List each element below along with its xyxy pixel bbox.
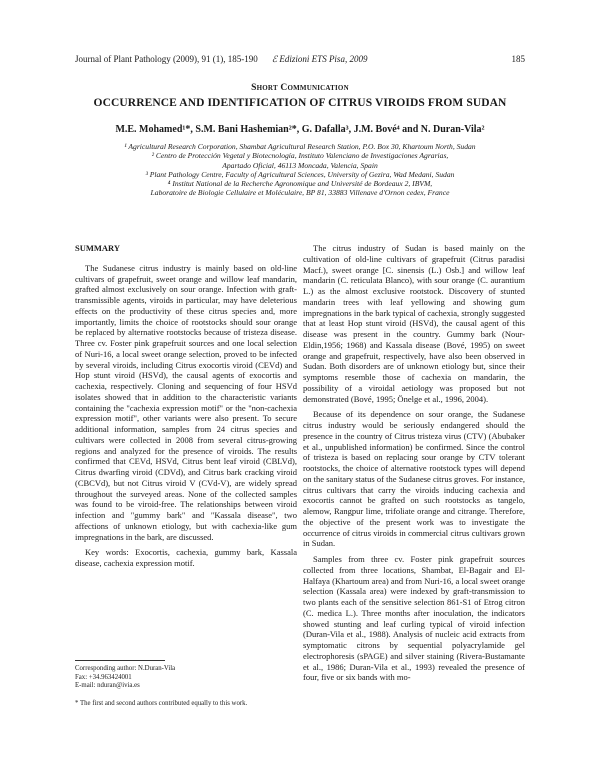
running-head-left bbox=[75, 54, 367, 65]
email: E-mail: nduran@ivia.es bbox=[75, 682, 140, 690]
page-number: 185 bbox=[511, 54, 525, 64]
footnote-rule bbox=[75, 660, 165, 661]
body-paragraph: The citrus industry of Sudan is based mainly on the cultivation of old-line cultivars of grapefruit (Citrus paradisi Macf.), sweet orange [C. sinensis (L.) Osb.] and willow leaf mandarin (C. reticulata Blanco), with sour orange (C. aurantium L.) as the almost exclusive rootstock. Discovery of stunted mandarin trees with leaf yellowing and showing gum impregnations in the bark typical of cachexia, strongly suggested that at least Hop stunt viroid (HSVd), the causal agent of this disease was present in the country. Gummy bark (Nour-Eldin,1956; 1968) and Kassala disease (Bové, 1995) on sweet orange and grapefruit, respectively, have also been observed in Sudan. Both disorders are of unknown etiology but, since their symptoms resemble those of cachexia on mandarin, the possibility of a viroidal aetiology was proposed but not demonstrated (Bové, 1995; Önelge et al., 1996, 2004). bbox=[303, 243, 525, 404]
equal-contribution-note: * The first and second authors contributed equally to this work. bbox=[75, 699, 248, 707]
left-column bbox=[75, 243, 297, 574]
section-label: Short Communication bbox=[251, 83, 349, 93]
journal-citation: Journal of Plant Pathology (2009), 91 (1), 185-190 bbox=[75, 54, 258, 64]
footnotes bbox=[75, 660, 297, 708]
affiliation-line: ³ Plant Pathology Centre, Faculty of Agricultural Sciences, University of Gezira, Wad Medani, Sudan bbox=[145, 169, 455, 179]
affiliation-line: Laboratoire de Biologie Cellulaire et Moléculaire, BP 81, 33883 Villenave d'Ornon cedex, France bbox=[150, 188, 450, 198]
keywords: Key words: Exocortis, cachexia, gummy bark, Kassala disease, cachexia expression motif. bbox=[75, 547, 297, 568]
affiliation-line: Apartado Oficial, 46113 Moncada, Valencia, Spain bbox=[222, 160, 378, 170]
article-title: OCCURRENCE AND IDENTIFICATION OF CITRUS VIROIDS FROM SUDAN bbox=[93, 97, 507, 109]
body-paragraph: Samples from three cv. Foster pink grapefruit sources collected from three locations, Shambat, El-Bagair and El-Halfaya (Khartoum area) and from Nuri-16, a local sweet orange selection (Kassala area) were indexed by graft-transmission to two plants each of the sensitive selection 861-S1 of Etrog citron (C. medica L.). Three months after inoculation, the indicators showed stunting and leaf curling typical of viroid infection (Duran-Vila et al., 1988). Analysis of nucleic acid extracts from symptomatic citrons by sequential polyacrylamide gel electrophoresis (sPAGE) and silver staining (Rivera-Bustamante et al., 1986; Duran-Vila et al., 1993) revealed the presence of four, five or six bands with mo- bbox=[303, 554, 525, 683]
affiliation-line: ⁴ Institut National de la Recherche Agronomique and Université de Bordeaux 2, IBVM, bbox=[167, 179, 433, 189]
summary-paragraph: The Sudanese citrus industry is mainly based on old-line cultivars of grapefruit, sweet orange and willow leaf mandarin, grafted almost exclusively on sour orange. Infection with graft-transmissible agents, viroids in particular, may have deleterious effects on the productivity of these citrus species and, more importantly, limits the choice of rootstocks should sour orange be replaced by alternative rootstocks because of tristeza disease. Three cv. Foster pink grapefruit sources and one local selection of Nuri-16, a local sweet orange selection, proved to be infected by several viroids, including Citrus exocortis viroid (CEVd) and Hop stunt viroid (HSVd), the causal agents of exocortis and cachexia, respectively. Cloning and sequencing of four HSVd isolates showed that in addition to the characteristic variants containing the "cachexia expression motif" or the "non-cachexia expression motif", other variants were also present. To secure additional information, samples from 24 citrus species and cultivars were collected in 2008 from several citrus-growing regions and analyzed for the presence of viroids. The results confirmed that CEVd, HSVd, Citrus bent leaf viroid (CBLVd), Citrus dwarfing viroid (CDVd), and Citrus bark cracking viroid (CBCVd), but not Citrus viroid V (CVd-V), are widely spread throughout the surveyed areas. None of the collected samples was found to be viroid-free. The relationships between viroid infection and "gummy bark" and "Kassala disease", two affections of unknown etiology, but with cachexia-like gum impregnations in the bark, are discussed. bbox=[75, 262, 297, 542]
fax: Fax: +34.963424001 bbox=[75, 673, 132, 681]
publisher-mark: ℰ Edizioni ETS Pisa, 2009 bbox=[271, 54, 368, 64]
affiliation-line: ² Centro de Protección Vegetal y Biotecnología, Instituto Valenciano de Investigaciones Agrarias, bbox=[151, 151, 449, 161]
affiliation-line: ¹ Agricultural Research Corporation, Shambat Agricultural Research Station, P.O. Box 30, Khartoum North, Sudan bbox=[124, 142, 476, 151]
affiliations bbox=[60, 142, 540, 198]
running-head bbox=[75, 54, 525, 65]
body-paragraph: Because of its dependence on sour orange, the Sudanese citrus industry would be seriously endangered should the presence in the country of Citrus tristeza virus (CTV) (Abubaker et al., unpublished information) be confirmed. Since the control of tristeza is based on replacing sour orange by CTV tolerant rootstocks, the choice of alternative rootstock types will depend on the sanitary status of the Sudanese citrus groves. For instance, citrus cultivars that carry the viroids inducing cachexia and exocortis cannot be grafted on such rootstocks as tangelo, alemow, Rangpur lime, trifoliate orange and citrange. Therefore, the objective of the present work was to investigate the occurrence of citrus viroids in commercial citrus cultivars grown in Sudan. bbox=[303, 409, 525, 549]
corresponding-author: Corresponding author: N.Duran-Vila bbox=[75, 665, 176, 672]
summary-heading: SUMMARY bbox=[75, 243, 121, 253]
right-column bbox=[303, 243, 525, 688]
author-list: M.E. Mohamed¹*, S.M. Bani Hashemian²*, G. Dafalla³, J.M. Bové⁴ and N. Duran-Vila² bbox=[115, 124, 485, 135]
